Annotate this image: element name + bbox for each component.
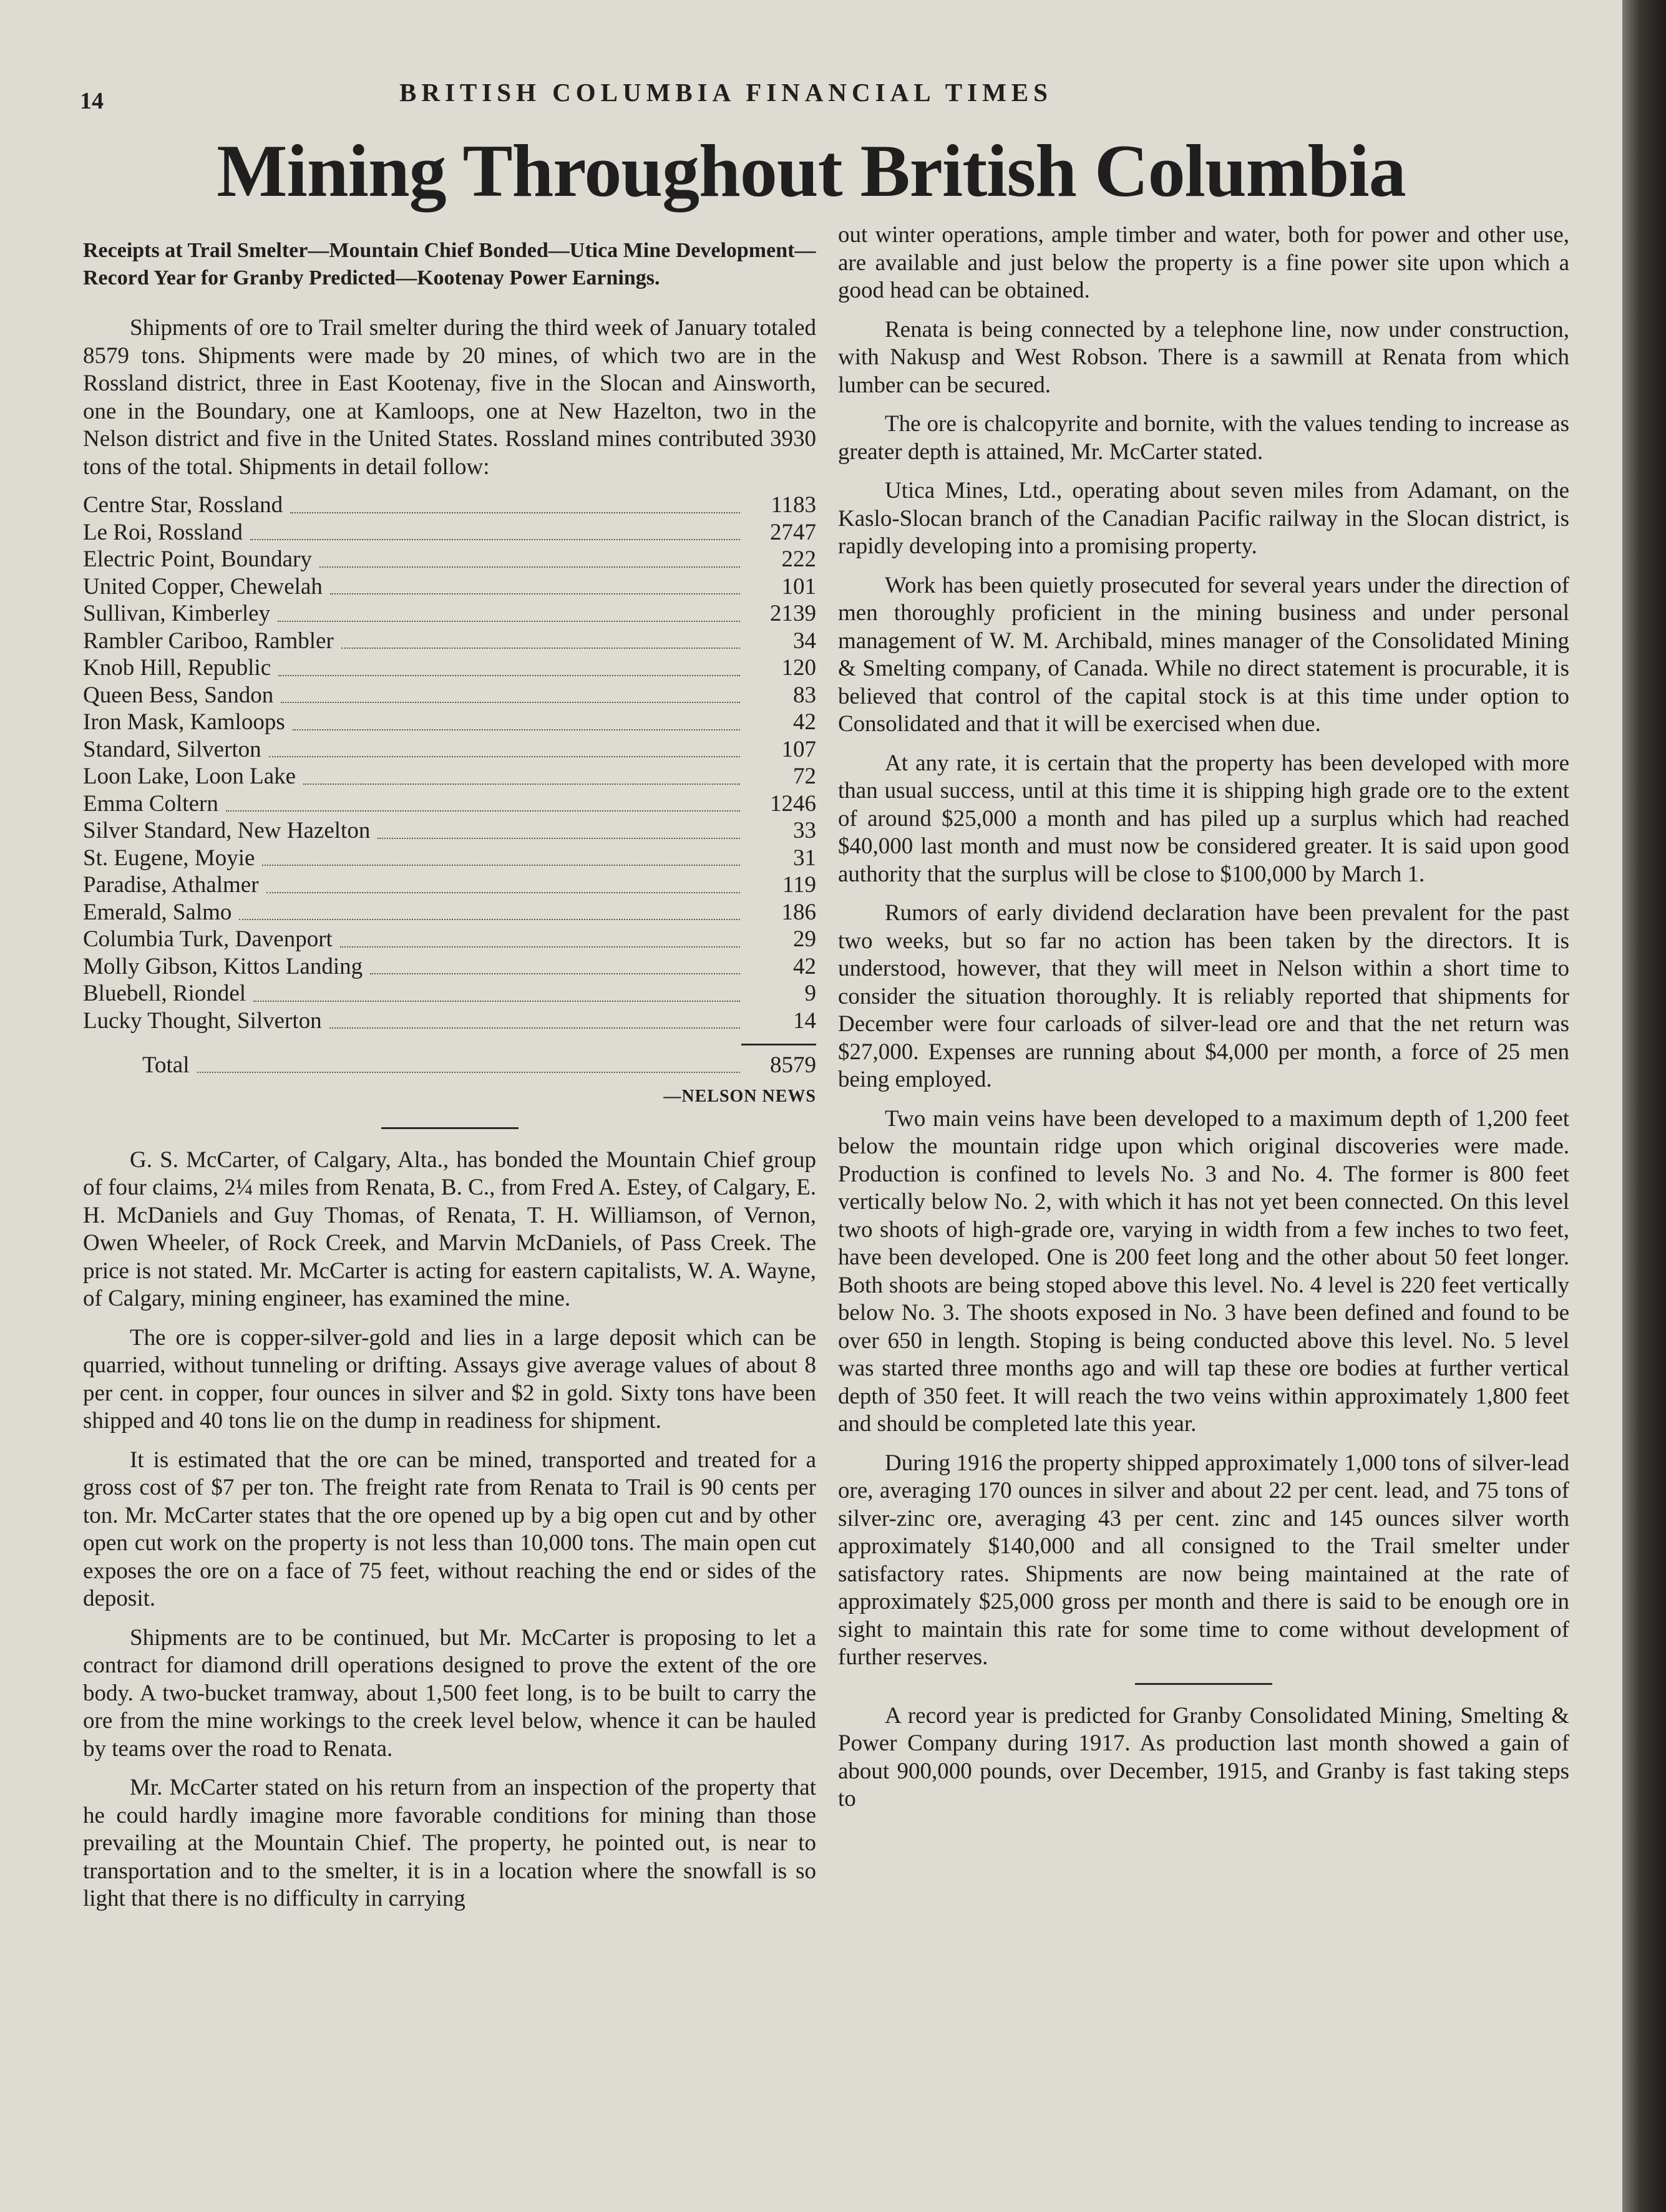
shipment-row [83,764,816,791]
mine-tons: 1246 [770,790,816,817]
dot-leader [278,621,740,622]
mine-tons: 14 [793,1007,816,1034]
paragraph: Work has been quietly prosecuted for several years under the direction of men thoroughly proficient in the mining business and under personal management of W. M. Archibald, mines manager of the Consolidated Mining & Smelting company, of Canada. While no direct statement is procurable, it is believed that control of the capital stock is at this time under option to Consolidated and that it will be exercised when due. [838,572,1569,737]
shipment-row [83,737,816,764]
shipment-row [83,655,816,682]
shipment-row [83,872,816,900]
mine-tons: 119 [782,872,816,898]
shipment-row [83,845,816,873]
mine-name: Paradise, Athalmer [83,872,259,898]
paragraph: Shipments are to be continued, but Mr. McCarter is proposing to let a contract for diamond drill operations designed to prove the extent of the ore body. A two-bucket tramway, about 1,500 feet long, is to be built to carry the ore from the mine workings to the creek level below, whence it can be hauled by teams over the road to Renata. [83,1624,816,1762]
mine-name: Molly Gibson, Kittos Landing [83,953,363,979]
total-row [83,1048,816,1079]
mine-name: Lucky Thought, Silverton [83,1007,322,1034]
paragraph: Utica Mines, Ltd., operating about seven miles from Adamant, on the Kaslo-Slocan branch of the Canadian Pacific railway in the Slocan district, is rapidly developing into a promising property. [838,478,1569,559]
paragraph: A record year is predicted for Granby Consolidated Mining, Smelting & Power Company during 1917. As production last month showed a gain of about 900,000 pounds, over December, 1915, and Granby is fast taking steps to [838,1702,1569,1812]
article-deck: Receipts at Trail Smelter—Mountain Chief Bonded—Utica Mine Development—Record Year for Granby Predicted—Kootenay Power Earnings. [83,239,816,289]
mine-name: Loon Lake, Loon Lake [83,764,296,789]
total-label: Total [142,1052,190,1078]
shipment-row [83,628,816,656]
shipment-row [83,601,816,628]
dot-leader [250,539,740,540]
paragraph: During 1916 the property shipped approximately 1,000 tons of silver-lead ore, averaging 170 ounces in silver and about 22 per cent. lead, and 75 tons of silver-zinc ore, averaging 43 per cent. zinc and 145 ounces silver worth approximately $140,000 and all consigned to the Trail smelter under satisfactory rates. Shipments are now being maintained at the rate of approximately $25,000 gross per month and there is said to be enough ore in sight to maintain this rate for some time to come without development of further reserves. [838,1450,1569,1670]
shipment-row [83,574,816,601]
total-rule [741,1044,816,1045]
article-title: Mining Throughout British Columbia [217,129,1406,212]
mine-name: Centre Star, Rossland [83,492,283,518]
dot-leader [378,838,740,839]
dot-leader [269,756,740,757]
dot-leader [266,892,740,893]
dot-leader [303,783,740,785]
mine-tons: 33 [793,818,816,843]
total-tons: 8579 [770,1052,816,1078]
paragraph: The ore is chalcopyrite and bornite, with the values tending to increase as greater depth is attained, Mr. McCarter stated. [838,411,1569,465]
paragraph: Renata is being connected by a telephone line, now under construction, with Nakusp and West Robson. There is a sawmill at Renata from which lumber can be secured. [838,316,1569,398]
intro-paragraph: Shipments of ore to Trail smelter during the third week of January totaled 8579 tons. Shipments were made by 20 mines, of which two are in the Rossland district, three in East Kootenay, five in the Slocan and Ainsworth, one in the Boundary, one at Kamloops, one at New Hazelton, two in the Nelson district and five in the United States. Rossland mines contributed 3930 tons of the total. Shipments in detail follow: [83,315,816,480]
shipment-row [83,791,816,818]
shipment-row [83,954,816,981]
dot-leader [262,865,740,866]
mine-name: Queen Bess, Sandon [83,682,274,708]
mine-tons: 9 [804,981,816,1006]
dot-leader [319,566,740,568]
mine-name: Electric Point, Boundary [83,546,312,572]
mine-name: Silver Standard, New Hazelton [83,818,371,843]
section-divider [1135,1683,1272,1685]
paragraph: G. S. McCarter, of Calgary, Alta., has bonded the Mountain Chief group of four claims, 2¼ miles from Renata, B. C., from Fred A. Estey, of Calgary, E. H. McDaniels and Guy Thomas, of Renata, T. H. Williamson, of Vernon, Owen Wheeler, of Rock Creek, and Marvin McDaniels, of Pass Creek. The price is not stated. Mr. McCarter is acting for eastern capitalists, W. A. Wayne, of Calgary, mining engineer, has examined the mine. [83,1147,816,1311]
dot-leader [293,729,740,730]
dot-leader [239,919,740,920]
shipment-row [83,546,816,574]
mine-tons: 2139 [770,601,816,626]
mine-name: Iron Mask, Kamloops [83,709,285,735]
paragraph: Mr. McCarter stated on his return from an inspection of the property that he could hardly imagine more favorable conditions for mining than those prevailing at the Mountain Chief. The property, he pointed out, is near to transportation and to the smelter, it is in a location where the snowfall is so light that there is no difficulty in carrying [83,1775,816,1911]
shipment-row [83,709,816,737]
dot-leader [329,1027,740,1029]
mine-tons: 72 [793,764,816,789]
mine-tons: 42 [793,953,816,979]
mine-tons: 222 [781,546,816,572]
dot-leader [253,1001,740,1002]
paragraph: The ore is copper-silver-gold and lies in a large deposit which can be quarried, without tunneling or drifting. Assays give average values of about 8 per cent. in copper, four ounces in silver and $2 in gold. Sixty tons have been shipped and 40 tons lie on the dump in readiness for shipment. [83,1324,816,1433]
paragraph: Rumors of early dividend declaration have been prevalent for the past two weeks, but so far no action has been taken by the directors. It is understood, however, that they will meet in Nelson within a short time to consider the situation thoroughly. It is reliably reported that shipments for December were four carloads of silver-lead ore and that the net return was $27,000. Expenses are running about $4,000 per month, a force of 25 men being employed. [838,900,1569,1092]
mine-tons: 34 [793,628,816,654]
page-number: 14 [80,88,104,114]
shipment-row [83,818,816,845]
mine-name: Columbia Turk, Davenport [83,926,333,952]
dot-leader [278,675,740,676]
mine-name: Bluebell, Riondel [83,981,246,1006]
right-column [838,221,1569,1825]
mine-tons: 120 [781,655,816,681]
shipment-row [83,981,816,1008]
mine-name: St. Eugene, Moyie [83,845,255,871]
mine-tons: 101 [781,573,816,599]
mine-tons: 2747 [770,519,816,545]
paragraph: At any rate, it is certain that the property has been developed with more than usual success, until at this time it is shipping high grade ore to the extent of around $25,000 a month and has piled up a surplus which had reached $40,000 last month and must now be considered greater. It is said upon good authority that the surplus will be close to $100,000 by March 1. [838,750,1569,887]
mine-name: Sullivan, Kimberley [83,601,271,626]
mine-tons: 1183 [771,492,816,518]
dot-leader [340,946,740,948]
shipment-row [83,492,816,520]
mine-tons: 42 [793,709,816,735]
shipment-row [83,520,816,547]
mine-name: Emma Coltern [83,790,218,817]
mine-name: United Copper, Chewelah [83,573,323,599]
paragraph: It is estimated that the ore can be mined, transported and treated for a gross cost of $7 per ton. The freight rate from Renata to Trail is 90 cents per ton. Mr. McCarter states that the ore opened up by a big open cut and by other open cut work on the property is not less than 10,000 tons. The main open cut exposes the ore on a face of 75 feet, without reaching the end or sides of the deposit. [83,1447,816,1611]
source-credit: —NELSON NEWS [663,1087,816,1106]
mine-name: Standard, Silverton [83,736,261,762]
shipment-row [83,926,816,954]
dot-leader [370,973,740,974]
mine-name: Knob Hill, Republic [83,655,271,681]
shipments-list [83,492,816,1035]
mine-tons: 83 [793,682,816,708]
mine-tons: 186 [781,899,816,925]
mine-name: Le Roi, Rossland [83,519,243,545]
mine-name: Emerald, Salmo [83,899,232,925]
dot-leader [226,810,740,812]
dot-leader [281,702,740,703]
left-column [83,237,816,1924]
shipment-row [83,900,816,927]
book-binding-edge [1622,0,1666,2212]
mine-tons: 107 [781,736,816,762]
dot-leader [290,512,740,513]
paragraph: out winter operations, ample timber and water, both for power and other use, are available and just below the property is a fine power site upon which a good head can be obtained. [838,222,1569,303]
paragraph: Two main veins have been developed to a maximum depth of 1,200 feet below the mountain ridge upon which original discoveries were made. Production is confined to levels No. 3 and No. 4. The former is 800 feet vertically below No. 2, with which it has not yet been connected. On this level two shoots of high-grade ore, varying in width from a few inches to two feet, have been developed. One is 200 feet long and the other about 50 feet longer. Both shoots are being stoped above this level. No. 4 level is 220 feet vertically below No. 3. The shoots exposed in No. 3 have been defined and found to be over 650 in length. Stoping is being conducted above this level. No. 5 level was started three months ago and will tap these ore bodies at further vertical depth of 350 feet. It will reach the two veins within approximately 1,800 feet and should be completed late this year. [838,1105,1569,1437]
shipment-row [83,682,816,710]
dot-leader [341,648,740,649]
section-divider [381,1127,519,1129]
shipment-row [83,1008,816,1036]
dot-leader [197,1072,741,1073]
running-head: BRITISH COLUMBIA FINANCIAL TIMES [399,78,1053,107]
dot-leader [330,593,740,594]
mine-name: Rambler Cariboo, Rambler [83,628,334,654]
mine-tons: 31 [793,845,816,871]
mine-tons: 29 [793,926,816,952]
